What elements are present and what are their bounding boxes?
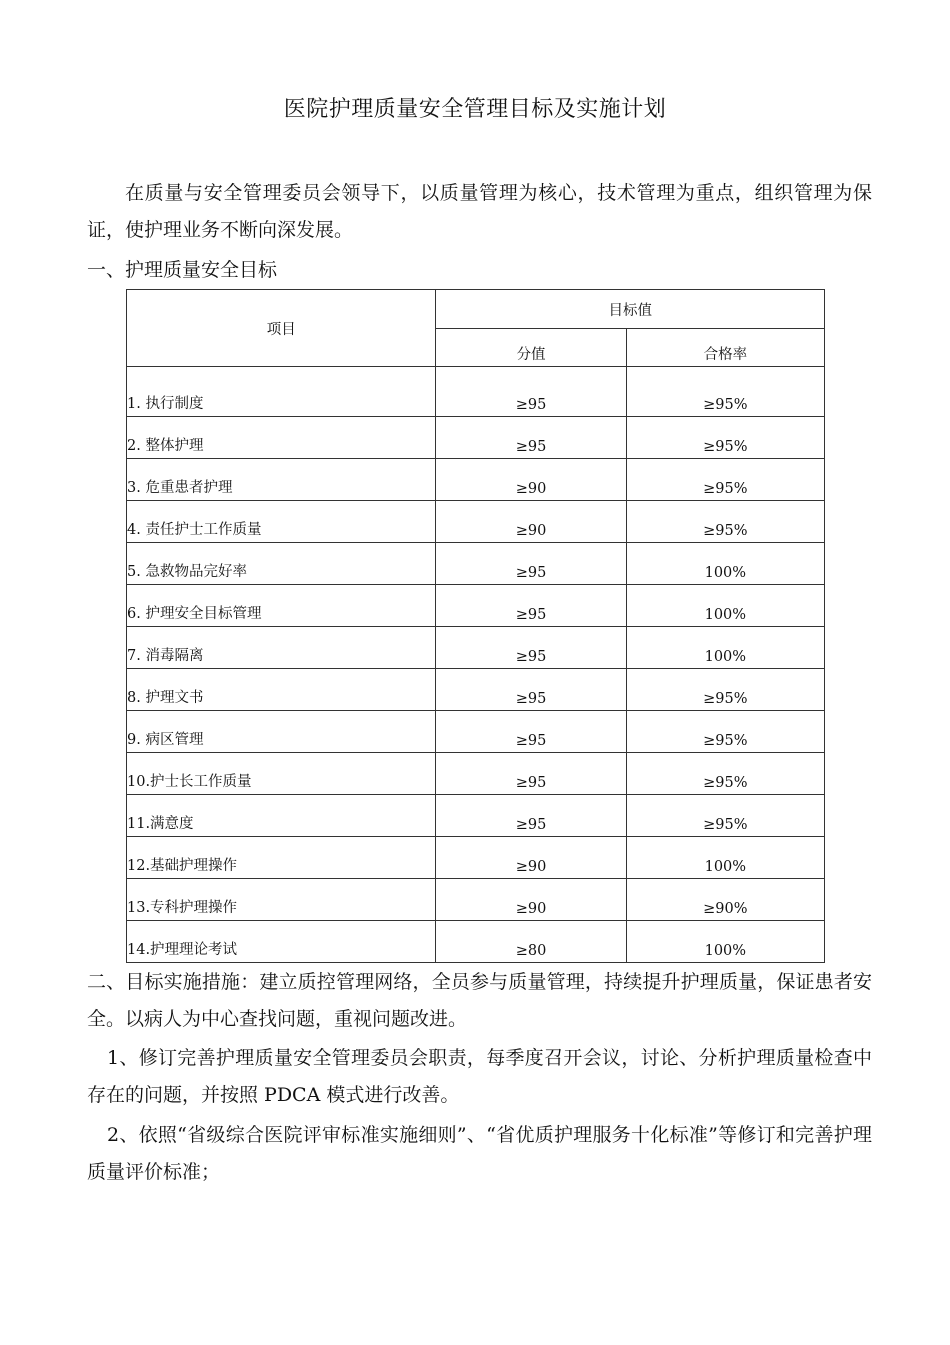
row-item: 9. 病区管理 (127, 711, 436, 753)
header-score: 分值 (436, 329, 626, 367)
row-score: ≥95 (436, 753, 626, 795)
row-item: 7. 消毒隔离 (127, 627, 436, 669)
table-row (127, 501, 825, 543)
row-rate: ≥95% (626, 417, 824, 459)
row-score: ≥95 (436, 367, 626, 417)
row-score: ≥95 (436, 417, 626, 459)
row-item: 3. 危重患者护理 (127, 459, 436, 501)
header-item: 项目 (127, 290, 436, 367)
header-target: 目标值 (436, 290, 825, 329)
row-score: ≥80 (436, 921, 626, 963)
row-rate: 100% (626, 921, 824, 963)
row-rate: ≥95% (626, 669, 824, 711)
row-score: ≥90 (436, 879, 626, 921)
table-row (127, 837, 825, 879)
row-rate: 100% (626, 585, 824, 627)
row-item: 2. 整体护理 (127, 417, 436, 459)
row-item: 6. 护理安全目标管理 (127, 585, 436, 627)
row-score: ≥95 (436, 627, 626, 669)
table-row (127, 417, 825, 459)
row-rate: ≥95% (626, 459, 824, 501)
row-score: ≥95 (436, 669, 626, 711)
row-item: 8. 护理文书 (127, 669, 436, 711)
row-rate: 100% (626, 627, 824, 669)
intro-paragraph: 在质量与安全管理委员会领导下，以质量管理为核心，技术管理为重点，组织管理为保证，使护理业务不断向深发展。 (87, 182, 872, 241)
row-score: ≥90 (436, 501, 626, 543)
table-row (127, 711, 825, 753)
row-item: 4. 责任护士工作质量 (127, 501, 436, 543)
table-row (127, 921, 825, 963)
table-row (127, 627, 825, 669)
table-row (127, 669, 825, 711)
section2-item-1: 1、修订完善护理质量安全管理委员会职责，每季度召开会议，讨论、分析护理质量检查中存在的问题，并按照 PDCA 模式进行改善。 (87, 1047, 872, 1106)
row-rate: ≥95% (626, 501, 824, 543)
table-row (127, 879, 825, 921)
row-item: 10.护士长工作质量 (127, 753, 436, 795)
section2-item-2: 2、依照“省级综合医院评审标准实施细则”、“省优质护理服务十化标准”等修订和完善护理质量评价标准； (87, 1124, 872, 1183)
row-rate: ≥95% (626, 795, 824, 837)
row-score: ≥90 (436, 459, 626, 501)
table-row (127, 753, 825, 795)
table-row (127, 585, 825, 627)
row-score: ≥95 (436, 543, 626, 585)
row-score: ≥95 (436, 585, 626, 627)
table-row (127, 459, 825, 501)
table-row (127, 367, 825, 417)
row-item: 14.护理理论考试 (127, 921, 436, 963)
row-score: ≥90 (436, 837, 626, 879)
row-item: 5. 急救物品完好率 (127, 543, 436, 585)
table-row (127, 795, 825, 837)
row-rate: ≥95% (626, 753, 824, 795)
section1-heading: 一、护理质量安全目标 (87, 259, 278, 281)
row-score: ≥95 (436, 711, 626, 753)
table-row (127, 543, 825, 585)
header-rate: 合格率 (626, 329, 824, 367)
row-rate: ≥95% (626, 711, 824, 753)
row-item: 12.基础护理操作 (127, 837, 436, 879)
row-rate: ≥90% (626, 879, 824, 921)
document-title: 医院护理质量安全管理目标及实施计划 (283, 97, 667, 122)
row-rate: ≥95% (626, 367, 824, 417)
row-rate: 100% (626, 543, 824, 585)
row-rate: 100% (626, 837, 824, 879)
goals-table (126, 289, 825, 963)
row-item: 1. 执行制度 (127, 367, 436, 417)
section2-paragraph: 二、目标实施措施：建立质控管理网络，全员参与质量管理，持续提升护理质量，保证患者安全。以病人为中心查找问题，重视问题改进。 (87, 971, 872, 1030)
row-score: ≥95 (436, 795, 626, 837)
row-item: 11.满意度 (127, 795, 436, 837)
row-item: 13.专科护理操作 (127, 879, 436, 921)
